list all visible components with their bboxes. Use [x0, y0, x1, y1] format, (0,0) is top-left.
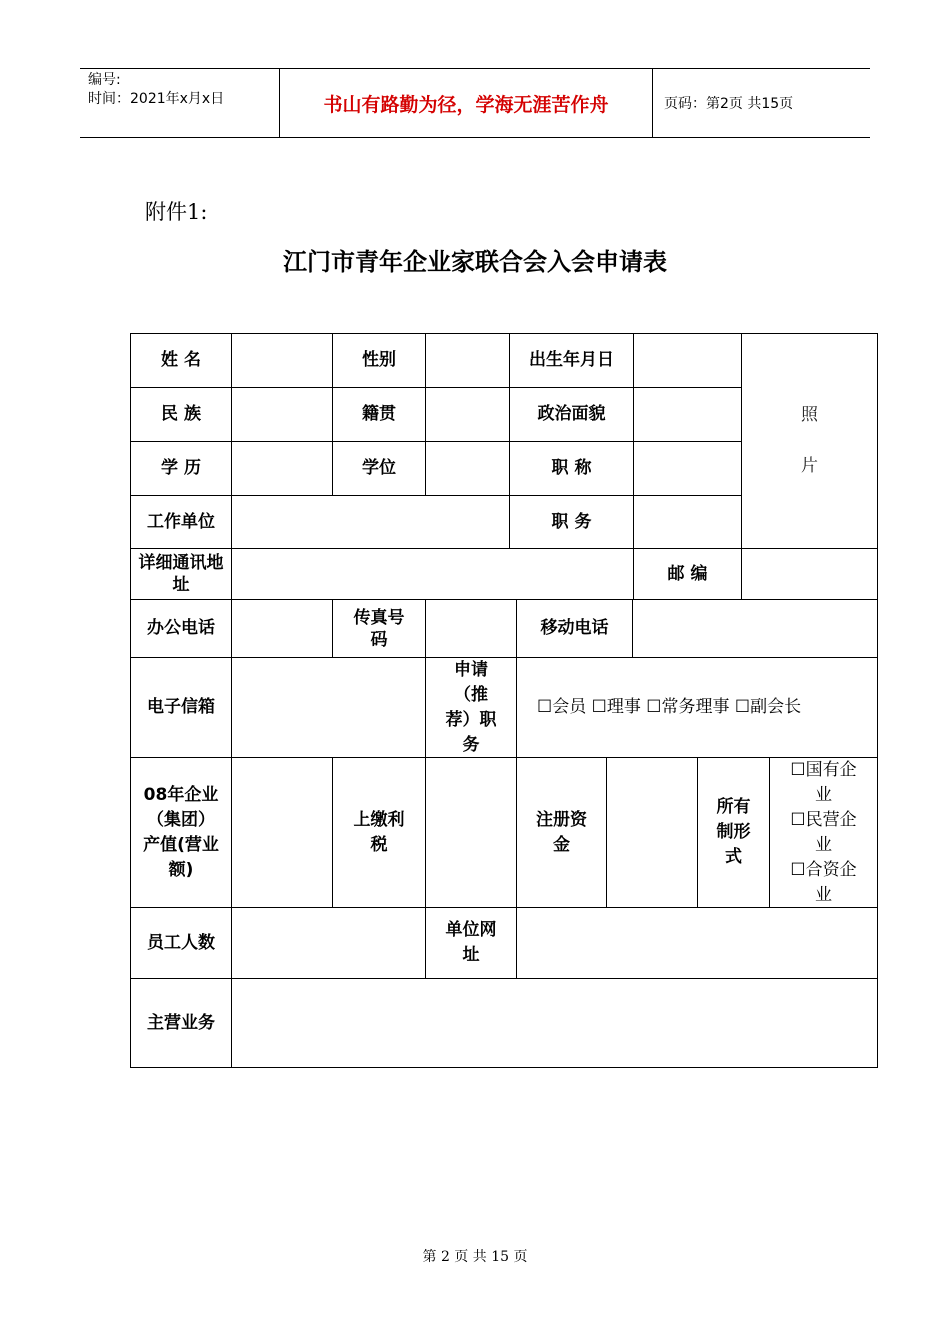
photo-area[interactable] [742, 334, 877, 548]
ownership-option-state[interactable]: ☐国有企业 [790, 759, 857, 805]
header-motto: 书山有路勤为径，学海无涯苦作舟 [280, 69, 653, 137]
number-label: 编号: [88, 72, 121, 88]
label-mobile: 移动电话 [540, 618, 609, 638]
label-name: 姓 名 [161, 350, 201, 370]
label-capital: 注册资金 [536, 809, 587, 855]
input-native-place[interactable] [426, 388, 509, 441]
page-title: 江门市青年企业家联合会入会申请表 [283, 247, 667, 276]
input-office-phone[interactable] [232, 600, 332, 657]
header-page-info: 页码：第2页 共15页 [664, 96, 794, 112]
input-tax[interactable] [426, 758, 516, 907]
input-education[interactable] [232, 442, 332, 495]
label-gender: 性别 [362, 350, 396, 370]
time-label: 时间：2021年x月x日 [88, 91, 225, 107]
input-email[interactable] [232, 658, 425, 757]
label-native-place: 籍贯 [362, 404, 396, 424]
label-position: 职 务 [551, 511, 592, 532]
ownership-option-joint[interactable]: ☐合资企业 [790, 859, 857, 905]
label-postcode: 邮 编 [667, 563, 708, 584]
label-office-phone: 办公电话 [147, 618, 215, 638]
input-title[interactable] [634, 442, 741, 495]
page-header [80, 68, 870, 138]
input-birth[interactable] [634, 334, 741, 387]
input-capital[interactable] [607, 758, 697, 907]
input-name[interactable] [232, 334, 332, 387]
input-mobile[interactable] [633, 600, 877, 657]
label-apply-position: 申请（推荐）职务 [445, 659, 497, 755]
input-main-business[interactable] [232, 979, 877, 1067]
label-political: 政治面貌 [537, 404, 606, 424]
header-meta [80, 69, 280, 137]
label-email: 电子信箱 [147, 697, 215, 717]
label-main-business: 主营业务 [147, 1012, 215, 1033]
input-work-unit[interactable] [232, 496, 509, 548]
input-gender[interactable] [426, 334, 509, 387]
ownership-options[interactable] [770, 758, 877, 907]
photo-label-1: 照 [801, 405, 818, 425]
label-website: 单位网址 [445, 920, 497, 965]
label-tax: 上缴利税 [353, 809, 405, 855]
label-employees: 员工人数 [147, 932, 215, 953]
input-fax[interactable] [426, 600, 516, 657]
input-address[interactable] [232, 549, 633, 599]
input-output-value[interactable] [232, 758, 332, 907]
label-address: 详细通讯地址 [138, 553, 224, 595]
label-degree: 学位 [362, 458, 396, 478]
input-ethnicity[interactable] [232, 388, 332, 441]
input-degree[interactable] [426, 442, 509, 495]
input-political[interactable] [634, 388, 741, 441]
label-fax: 传真号码 [353, 607, 405, 650]
label-title: 职 称 [551, 458, 592, 478]
ownership-option-private[interactable]: ☐民营企业 [790, 809, 857, 855]
attachment-label: 附件1: [145, 200, 208, 224]
input-website[interactable] [517, 908, 877, 978]
input-postcode[interactable] [742, 549, 877, 599]
label-work-unit: 工作单位 [147, 511, 215, 532]
label-education: 学 历 [161, 458, 201, 478]
label-ownership: 所有制形式 [716, 797, 751, 867]
label-output-value: 08年企业（集团）产值(营业额) [143, 784, 219, 880]
position-options[interactable]: ☐会员 ☐理事 ☐常务理事 ☐副会长 [537, 697, 802, 717]
label-ethnicity: 民 族 [161, 404, 201, 424]
page-footer: 第 2 页 共 15 页 [422, 1249, 528, 1265]
input-position[interactable] [634, 496, 741, 548]
photo-label-2: 片 [801, 456, 818, 476]
label-birth: 出生年月日 [529, 350, 614, 370]
input-employees[interactable] [232, 908, 425, 978]
